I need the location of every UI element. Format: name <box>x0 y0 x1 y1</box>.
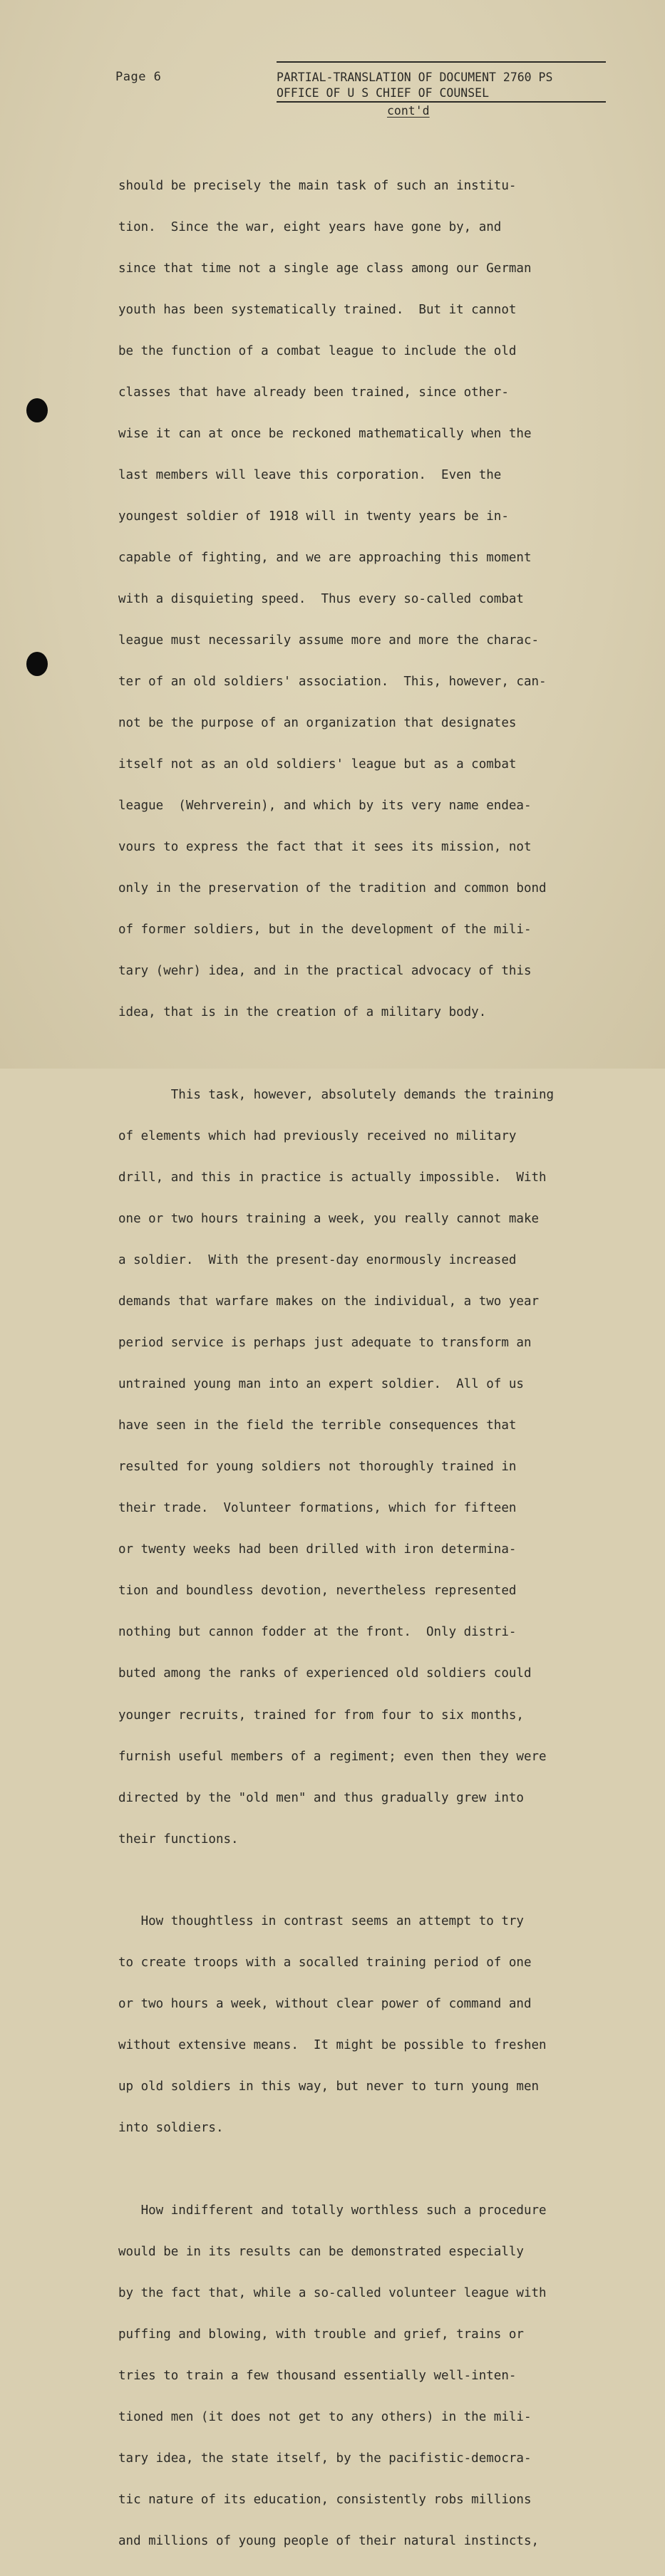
text-line: one or two hours training a week, you really cannot make <box>118 1212 610 1226</box>
document-page <box>0 0 665 1069</box>
text-line: furnish useful members of a regiment; even then they were <box>118 1750 610 1764</box>
text-line: of former soldiers, but in the development of the mili- <box>118 923 610 937</box>
paragraph-gap <box>118 1874 610 1888</box>
text-line: resulted for young soldiers not thoroughly trained in <box>118 1460 610 1474</box>
punch-hole-upper <box>26 398 48 422</box>
text-line: puffing and blowing, with trouble and grief, trains or <box>118 2328 610 2342</box>
text-line: wise it can at once be reckoned mathematically when the <box>118 427 610 441</box>
paragraph-3 <box>118 1888 610 2164</box>
text-line: tary idea, the state itself, by the pacifistic-democra- <box>118 2452 610 2466</box>
text-line: buted among the ranks of experienced old soldiers could <box>118 1667 610 1681</box>
text-line: league must necessarily assume more and more the charac- <box>118 634 610 648</box>
text-line: to create troops with a socalled training period of one <box>118 1956 610 1970</box>
paragraph-4 <box>118 2177 610 2576</box>
text-line: by the fact that, while a so-called volunteer league with <box>118 2287 610 2300</box>
text-line: with a disquieting speed. Thus every so-called combat <box>118 593 610 606</box>
continued-label: cont'd <box>387 104 430 118</box>
header-title-line2: OFFICE OF U S CHIEF OF COUNSEL <box>277 85 606 103</box>
text-line: or twenty weeks had been drilled with iron determina- <box>118 1543 610 1557</box>
text-line: only in the preservation of the tradition and common bond <box>118 882 610 895</box>
text-line: their trade. Volunteer formations, which for fifteen <box>118 1502 610 1515</box>
text-line: last members will leave this corporation. Even the <box>118 469 610 482</box>
text-line: should be precisely the main task of such an institu- <box>118 180 610 193</box>
text-line: youngest soldier of 1918 will in twenty years be in- <box>118 510 610 524</box>
text-line: drill, and this in practice is actually impossible. With <box>118 1171 610 1185</box>
text-line: without extensive means. It might be possible to freshen <box>118 2039 610 2052</box>
text-line: tries to train a few thousand essentially well-inten- <box>118 2369 610 2383</box>
page-number: Page 6 <box>115 70 161 84</box>
text-line: tioned men (it does not get to any others) in the mili- <box>118 2411 610 2424</box>
text-line: capable of fighting, and we are approaching this moment <box>118 551 610 565</box>
text-line: tary (wehr) idea, and in the practical advocacy of this <box>118 965 610 978</box>
text-line: since that time not a single age class among our German <box>118 262 610 276</box>
text-line: ter of an old soldiers' association. This, however, can- <box>118 675 610 689</box>
text-line: would be in its results can be demonstrated especially <box>118 2245 610 2259</box>
text-line: league (Wehrverein), and which by its very name endea- <box>118 799 610 813</box>
text-line: up old soldiers in this way, but never to turn young men <box>118 2080 610 2094</box>
text-line: youth has been systematically trained. But it cannot <box>118 303 610 317</box>
text-line: untrained young man into an expert soldier. All of us <box>118 1378 610 1391</box>
header-title-line1: PARTIAL-TRANSLATION OF DOCUMENT 2760 PS <box>277 70 606 85</box>
text-line: into soldiers. <box>118 2121 610 2135</box>
text-line: not be the purpose of an organization that designates <box>118 717 610 730</box>
text-line: nothing but cannon fodder at the front. Only distri- <box>118 1626 610 1639</box>
paragraph-gap <box>118 1047 610 1061</box>
text-line: tion. Since the war, eight years have gone by, and <box>118 221 610 234</box>
text-line: This task, however, absolutely demands the training <box>118 1089 610 1102</box>
text-line: itself not as an old soldiers' league but as a combat <box>118 758 610 772</box>
punch-hole-lower <box>26 652 48 676</box>
text-line: idea, that is in the creation of a military body. <box>118 1006 610 1019</box>
body-text <box>118 152 610 2576</box>
text-line: classes that have already been trained, since other- <box>118 386 610 400</box>
text-line: tic nature of its education, consistently robs millions <box>118 2493 610 2507</box>
text-line: of elements which had previously received no military <box>118 1130 610 1143</box>
header-top-rule <box>277 61 606 63</box>
paragraph-2 <box>118 1061 610 1874</box>
text-line: demands that warfare makes on the individual, a two year <box>118 1295 610 1309</box>
text-line: a soldier. With the present-day enormously increased <box>118 1254 610 1267</box>
paragraph-gap <box>118 2164 610 2177</box>
text-line: tion and boundless devotion, nevertheless represented <box>118 1584 610 1598</box>
document-header <box>277 61 606 103</box>
text-line: period service is perhaps just adequate to transform an <box>118 1336 610 1350</box>
text-line: have seen in the field the terrible consequences that <box>118 1419 610 1433</box>
text-line: be the function of a combat league to include the old <box>118 345 610 358</box>
text-line: their functions. <box>118 1833 610 1847</box>
paragraph-1 <box>118 152 610 1047</box>
text-line: younger recruits, trained for from four to six months, <box>118 1709 610 1723</box>
text-line: vours to express the fact that it sees its mission, not <box>118 841 610 854</box>
text-line: How thoughtless in contrast seems an attempt to try <box>118 1915 610 1928</box>
text-line: and millions of young people of their natural instincts, <box>118 2535 610 2548</box>
text-line: directed by the "old men" and thus gradually grew into <box>118 1792 610 1805</box>
text-line: How indifferent and totally worthless such a procedure <box>118 2204 610 2218</box>
text-line: or two hours a week, without clear power of command and <box>118 1998 610 2011</box>
